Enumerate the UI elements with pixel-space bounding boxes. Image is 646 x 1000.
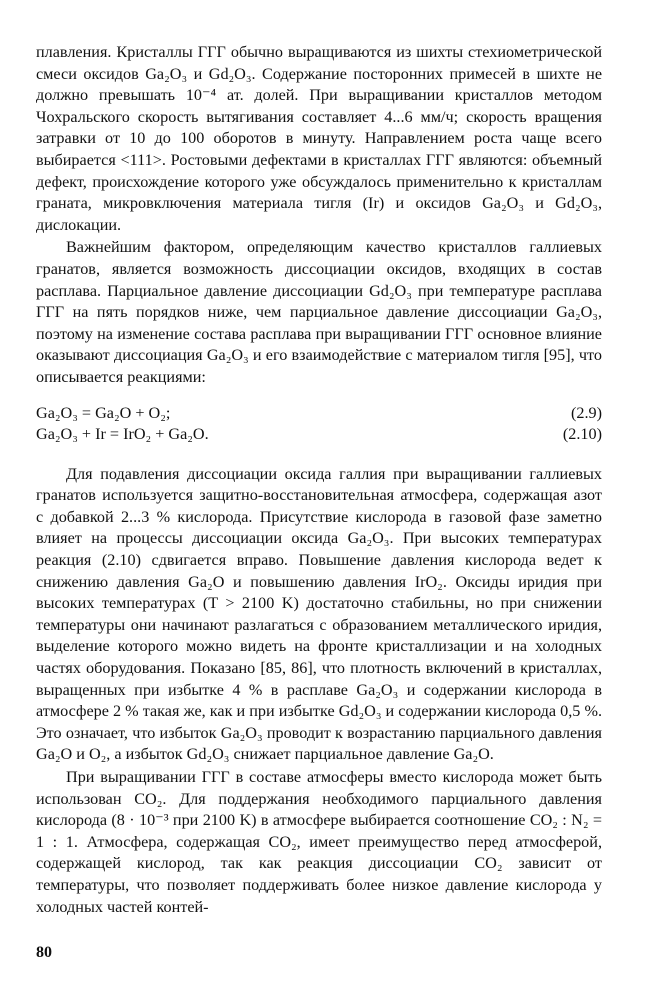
equation-number: (2.9) — [570, 403, 602, 422]
equation-2-9 — [36, 403, 602, 425]
page-number: 80 — [36, 944, 52, 961]
equation-text: Ga₂O₃ = Ga₂O + O₂; — [36, 403, 171, 422]
equation-2-10 — [36, 424, 602, 446]
paragraph-2: Важнейшим фактором, определяющим качество кристаллов галлиевых гранатов, является возможность диссоциации оксидов, входящих в состав расплава. Парциальное давление диссоциации Gd₂O₃ при температуре расплава ГГГ на пять порядков ниже, чем парциальное давление диссоциации Ga₂O₃, поэтому на изменение состава расплава при выращивании ГГГ основное влияние оказывают диссоциация Ga₂O₃ и его взаимодействие с материалом тигля [95], что описывается реакциями: — [36, 238, 602, 386]
paragraph-4: При выращивании ГГГ в составе атмосферы вместо кислорода может быть использован CO₂. Для поддержания необходимого парциального давления кислорода (8 · 10⁻³ при 2100 K) в атмосфере выбирается соотношение CO₂ : N₂ = 1 : 1. Атмосфера, содержащая CO₂, имеет преимущество перед атмосферой, содержащей кислород, так как реакция диссоциации CO₂ зависит от температуры, что позволяет поддерживать более низкое давление кислорода у холодных частей контей- — [36, 768, 602, 916]
paragraph-1: плавления. Кристаллы ГГГ обычно выращиваются из шихты стехиометрической смеси оксидов Ga₂O₃ и Gd₂O₃. Содержание посторонних примесей в шихте не должно превышать 10⁻⁴ ат. долей. При выращивании кристаллов методом Чохральского скорость вытягивания составляет 4...6 мм/ч; скорость вращения затравки от 10 до 100 оборотов в минуту. Направлением роста чаще всего выбирается <111>. Ростовыми дефектами в кристаллах ГГГ являются: объемный дефект, происхождение которого уже обсуждалось применительно к кристаллам граната, микровключения материала тигля (Ir) и оксидов Ga₂O₃ и Gd₂O₃, дислокации. — [36, 43, 602, 234]
page-body — [36, 42, 602, 918]
equations-block — [36, 403, 602, 446]
equation-number: (2.10) — [562, 425, 602, 444]
equation-text: Ga₂O₃ + Ir = IrO₂ + Ga₂O. — [36, 425, 209, 444]
paragraph-3: Для подавления диссоциации оксида галлия при выращивании галлиевых гранатов используется защитно-восстановительная атмосфера, содержащая азот с добавкой 2...3 % кислорода. Присутствие кислорода в газовой фазе заметно влияет на процессы диссоциации оксида Ga₂O₃. При высоких температурах реакция (2.10) сдвигается вправо. Повышение давления кислорода ведет к снижению давления Ga₂O и повышению давления IrO₂. Оксиды иридия при высоких температурах (T > 2100 K) достаточно стабильны, но при снижении температуры они начинают разлагаться с образованием металлического иридия, выделение которого можно видеть на фронте кристаллизации и на холодных частях оборудования. Показано [85, 86], что плотность включений в кристаллах, выращенных при избытке 4 % в расплаве Ga₂O₃ и содержании кислорода в атмосфере 2 % такая же, как и при избытке Gd₂O₃ и содержании кислорода 0,5 %. Это означает, что избыток Ga₂O₃ проводит к возрастанию парциального давления Ga₂O и O₂, а избыток Gd₂O₃ снижает парциальное давление Ga₂O. — [36, 464, 602, 764]
